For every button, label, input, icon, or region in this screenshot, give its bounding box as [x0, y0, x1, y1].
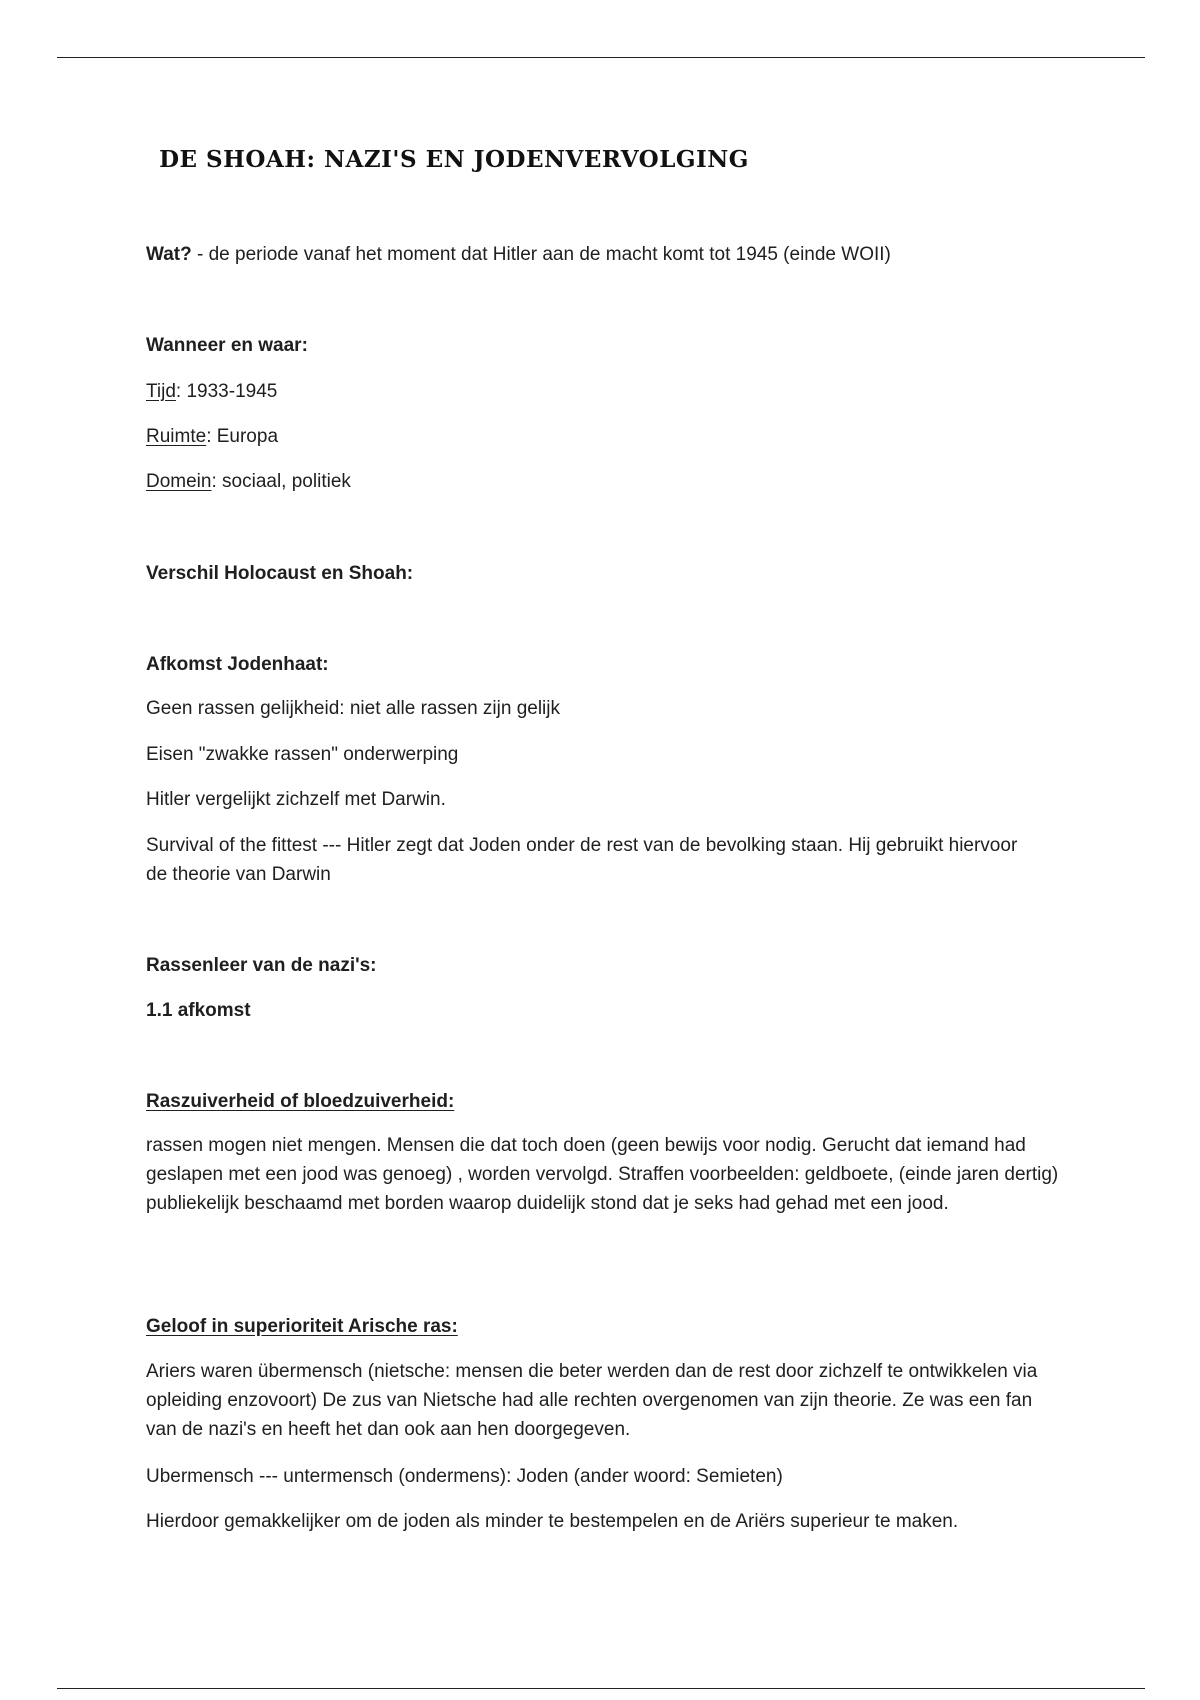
afkomst-line-2: Eisen "zwakke rassen" onderwerping — [146, 744, 459, 765]
afkomst-line-3: Hitler vergelijkt zichzelf met Darwin. — [146, 789, 446, 810]
tijd-label: Tijd — [146, 381, 176, 402]
document-title: DE SHOAH: NAZI'S EN JODENVERVOLGING — [159, 146, 749, 173]
afkomst-line-1: Geen rassen gelijkheid: niet alle rassen zijn gelijk — [146, 698, 561, 719]
geloof-text-1: Ariers waren übermensch (nietsche: mensen die beter werden dan de rest door zichzelf te ontwikkelen via opleiding enzovoort) De zus van Nietsche had alle rechten overgenomen van zijn theorie. Ze was een fan van de nazi's en heeft het dan ook aan hen doorgegeven. — [146, 1361, 1038, 1440]
raszuiverheid-heading: Raszuiverheid of bloedzuiverheid: — [146, 1091, 455, 1112]
bottom-rule — [57, 1688, 1145, 1689]
wanneer-heading: Wanneer en waar: — [146, 335, 308, 356]
rassenleer-sub: 1.1 afkomst — [146, 1000, 251, 1021]
geloof-text-2: Ubermensch --- untermensch (ondermens): Joden (ander woord: Semieten) — [146, 1466, 783, 1487]
domein-value: : sociaal, politiek — [211, 471, 351, 492]
wat-label: Wat? — [146, 244, 192, 265]
raszuiverheid-text: rassen mogen niet mengen. Mensen die dat toch doen (geen bewijs voor nodig. Gerucht dat iemand had geslapen met een jood was genoeg) , worden vervolgd. Straffen voorbeelden: geldboete, (einde jaren dertig) publiekelijk beschaamd met borden waarop duidelijk stond dat je seks had gehad met een jood. — [146, 1135, 1059, 1214]
wat-line — [146, 240, 891, 269]
wat-text: - de periode vanaf het moment dat Hitler aan de macht komt tot 1945 (einde WOII) — [191, 244, 891, 265]
domein-line — [146, 467, 351, 496]
tijd-line — [146, 377, 277, 406]
verschil-heading: Verschil Holocaust en Shoah: — [146, 563, 414, 584]
domein-label: Domein — [146, 471, 212, 492]
geloof-text-3: Hierdoor gemakkelijker om de joden als minder te bestempelen en de Ariërs superieur te maken. — [146, 1511, 959, 1532]
afkomst-line-4: Survival of the fittest --- Hitler zegt dat Joden onder de rest van de bevolking staan. Hij gebruikt hiervoor de theorie van Darwin — [146, 835, 1018, 885]
geloof-heading: Geloof in superioriteit Arische ras: — [146, 1316, 458, 1337]
top-rule — [57, 57, 1145, 58]
ruimte-line — [146, 422, 278, 451]
ruimte-value: : Europa — [206, 426, 279, 447]
afkomst-heading: Afkomst Jodenhaat: — [146, 654, 329, 675]
tijd-value: : 1933-1945 — [175, 381, 278, 402]
rassenleer-heading: Rassenleer van de nazi's: — [146, 955, 377, 976]
ruimte-label: Ruimte — [146, 426, 207, 447]
